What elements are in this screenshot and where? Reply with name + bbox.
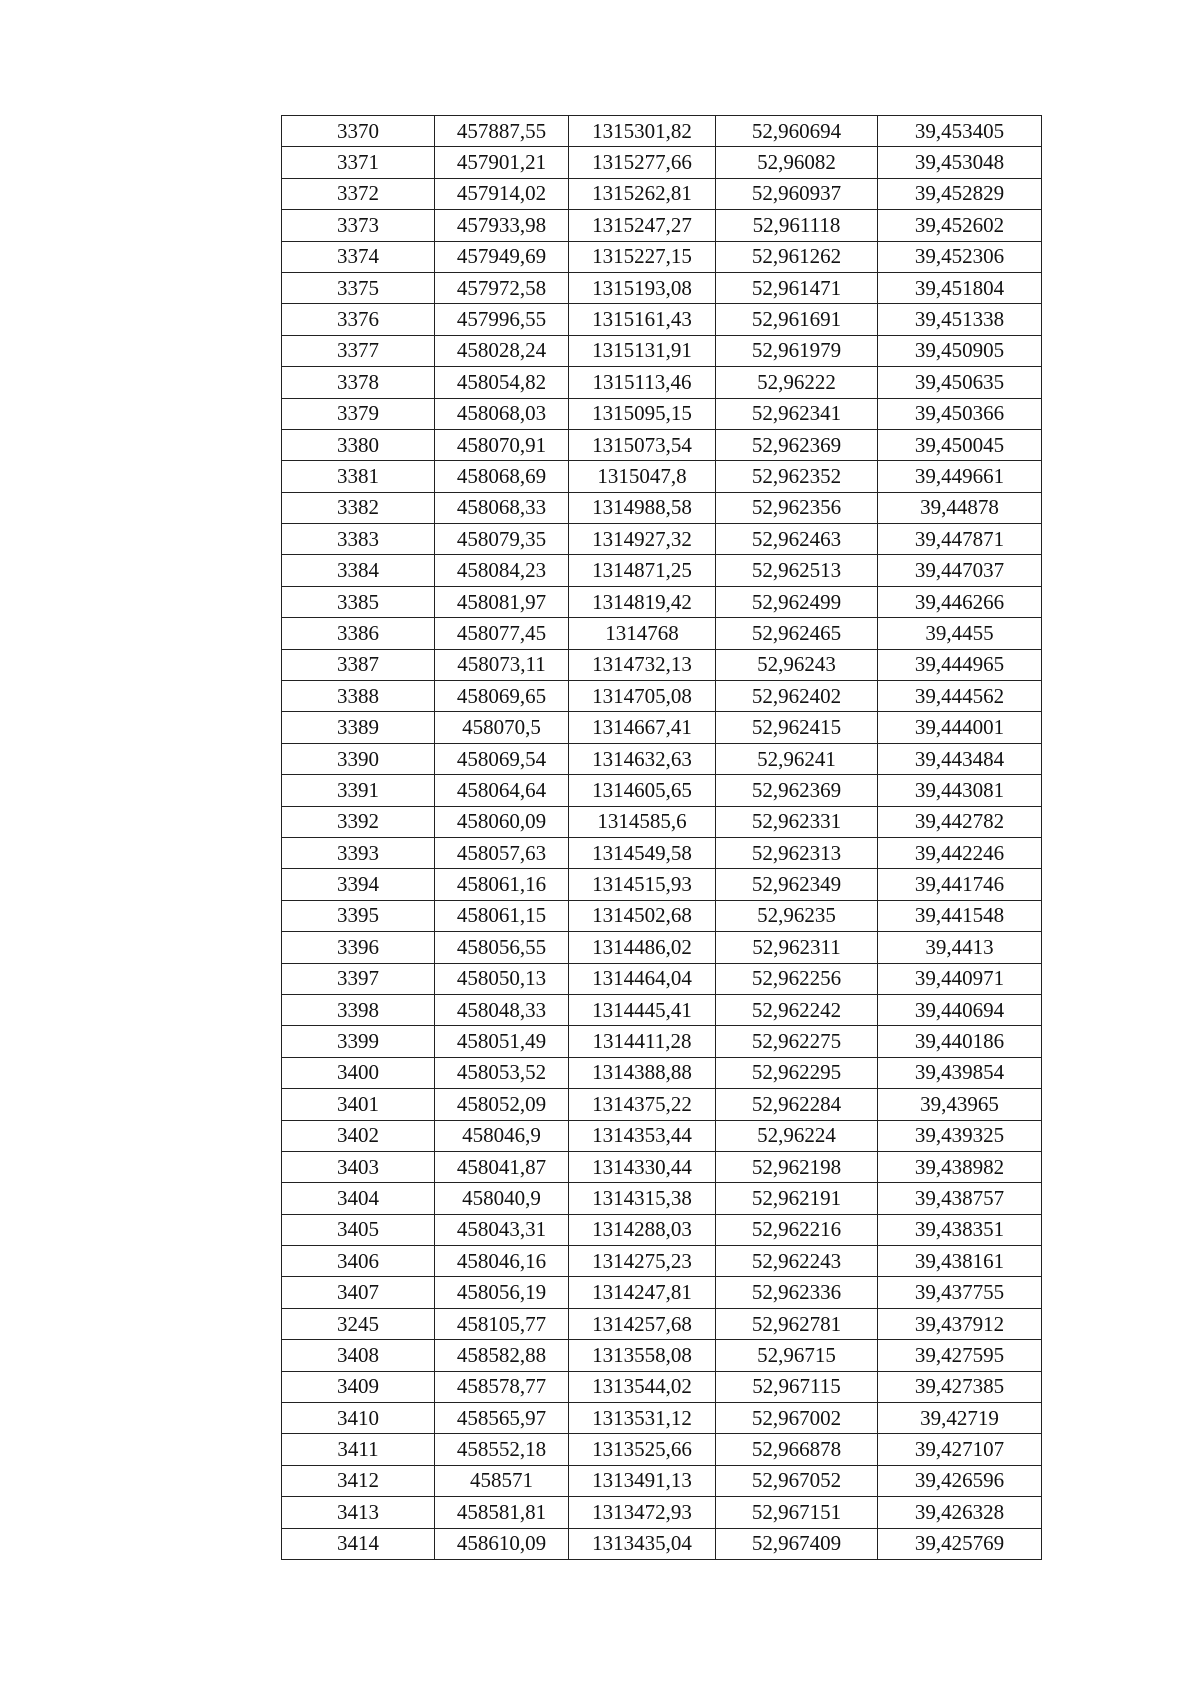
x-coordinate-cell: 458060,09	[435, 806, 569, 837]
x-coordinate-cell: 457933,98	[435, 210, 569, 241]
table-row	[282, 461, 1042, 492]
point-number-cell: 3391	[282, 775, 435, 806]
y-coordinate-cell: 1314515,93	[569, 869, 716, 900]
longitude-cell: 39,438161	[878, 1246, 1042, 1277]
point-number-cell: 3396	[282, 932, 435, 963]
x-coordinate-cell: 458050,13	[435, 963, 569, 994]
table-row	[282, 1246, 1042, 1277]
table-row	[282, 775, 1042, 806]
point-number-cell: 3379	[282, 398, 435, 429]
latitude-cell: 52,961262	[716, 241, 878, 272]
longitude-cell: 39,439325	[878, 1120, 1042, 1151]
point-number-cell: 3380	[282, 429, 435, 460]
longitude-cell: 39,444562	[878, 681, 1042, 712]
x-coordinate-cell: 458064,64	[435, 775, 569, 806]
point-number-cell: 3377	[282, 335, 435, 366]
point-number-cell: 3394	[282, 869, 435, 900]
latitude-cell: 52,962191	[716, 1183, 878, 1214]
longitude-cell: 39,449661	[878, 461, 1042, 492]
y-coordinate-cell: 1313491,13	[569, 1465, 716, 1496]
y-coordinate-cell: 1315161,43	[569, 304, 716, 335]
x-coordinate-cell: 457949,69	[435, 241, 569, 272]
latitude-cell: 52,962349	[716, 869, 878, 900]
latitude-cell: 52,962242	[716, 994, 878, 1025]
table-row	[282, 210, 1042, 241]
table-row	[282, 1277, 1042, 1308]
point-number-cell: 3373	[282, 210, 435, 241]
x-coordinate-cell: 458028,24	[435, 335, 569, 366]
point-number-cell: 3408	[282, 1340, 435, 1371]
y-coordinate-cell: 1313558,08	[569, 1340, 716, 1371]
longitude-cell: 39,43965	[878, 1089, 1042, 1120]
y-coordinate-cell: 1314486,02	[569, 932, 716, 963]
table-row	[282, 429, 1042, 460]
longitude-cell: 39,446266	[878, 586, 1042, 617]
x-coordinate-cell: 458054,82	[435, 367, 569, 398]
table-row	[282, 618, 1042, 649]
table-row	[282, 1214, 1042, 1245]
table-row	[282, 1120, 1042, 1151]
latitude-cell: 52,961691	[716, 304, 878, 335]
table-row	[282, 492, 1042, 523]
point-number-cell: 3405	[282, 1214, 435, 1245]
x-coordinate-cell: 458056,55	[435, 932, 569, 963]
point-number-cell: 3371	[282, 147, 435, 178]
latitude-cell: 52,962275	[716, 1026, 878, 1057]
latitude-cell: 52,962216	[716, 1214, 878, 1245]
longitude-cell: 39,453048	[878, 147, 1042, 178]
table-row	[282, 1465, 1042, 1496]
latitude-cell: 52,967409	[716, 1528, 878, 1559]
latitude-cell: 52,967151	[716, 1497, 878, 1528]
y-coordinate-cell: 1315131,91	[569, 335, 716, 366]
x-coordinate-cell: 458578,77	[435, 1371, 569, 1402]
point-number-cell: 3407	[282, 1277, 435, 1308]
x-coordinate-cell: 458073,11	[435, 649, 569, 680]
longitude-cell: 39,4413	[878, 932, 1042, 963]
x-coordinate-cell: 458046,16	[435, 1246, 569, 1277]
latitude-cell: 52,967115	[716, 1371, 878, 1402]
latitude-cell: 52,962331	[716, 806, 878, 837]
longitude-cell: 39,426596	[878, 1465, 1042, 1496]
longitude-cell: 39,440186	[878, 1026, 1042, 1057]
y-coordinate-cell: 1314732,13	[569, 649, 716, 680]
point-number-cell: 3410	[282, 1403, 435, 1434]
x-coordinate-cell: 458565,97	[435, 1403, 569, 1434]
x-coordinate-cell: 458068,69	[435, 461, 569, 492]
longitude-cell: 39,443081	[878, 775, 1042, 806]
longitude-cell: 39,441746	[878, 869, 1042, 900]
longitude-cell: 39,437755	[878, 1277, 1042, 1308]
x-coordinate-cell: 458081,97	[435, 586, 569, 617]
point-number-cell: 3388	[282, 681, 435, 712]
x-coordinate-cell: 458068,33	[435, 492, 569, 523]
table-row	[282, 1403, 1042, 1434]
table-row	[282, 1528, 1042, 1559]
x-coordinate-cell: 458043,31	[435, 1214, 569, 1245]
x-coordinate-cell: 458571	[435, 1465, 569, 1496]
table-row	[282, 1151, 1042, 1182]
x-coordinate-cell: 458056,19	[435, 1277, 569, 1308]
point-number-cell: 3404	[282, 1183, 435, 1214]
table-row	[282, 524, 1042, 555]
longitude-cell: 39,452602	[878, 210, 1042, 241]
table-row	[282, 116, 1042, 147]
x-coordinate-cell: 458068,03	[435, 398, 569, 429]
table-row	[282, 1057, 1042, 1088]
x-coordinate-cell: 458041,87	[435, 1151, 569, 1182]
table-row	[282, 586, 1042, 617]
longitude-cell: 39,441548	[878, 900, 1042, 931]
point-number-cell: 3372	[282, 178, 435, 209]
table-row	[282, 681, 1042, 712]
longitude-cell: 39,451804	[878, 272, 1042, 303]
longitude-cell: 39,444001	[878, 712, 1042, 743]
longitude-cell: 39,438351	[878, 1214, 1042, 1245]
longitude-cell: 39,452306	[878, 241, 1042, 272]
y-coordinate-cell: 1314632,63	[569, 743, 716, 774]
longitude-cell: 39,438757	[878, 1183, 1042, 1214]
latitude-cell: 52,962513	[716, 555, 878, 586]
x-coordinate-cell: 458069,54	[435, 743, 569, 774]
x-coordinate-cell: 458057,63	[435, 837, 569, 868]
longitude-cell: 39,442246	[878, 837, 1042, 868]
point-number-cell: 3414	[282, 1528, 435, 1559]
x-coordinate-cell: 458061,15	[435, 900, 569, 931]
latitude-cell: 52,96222	[716, 367, 878, 398]
x-coordinate-cell: 458552,18	[435, 1434, 569, 1465]
point-number-cell: 3386	[282, 618, 435, 649]
table-row	[282, 900, 1042, 931]
y-coordinate-cell: 1314819,42	[569, 586, 716, 617]
point-number-cell: 3411	[282, 1434, 435, 1465]
longitude-cell: 39,437912	[878, 1308, 1042, 1339]
latitude-cell: 52,960694	[716, 116, 878, 147]
x-coordinate-cell: 458079,35	[435, 524, 569, 555]
table-row	[282, 398, 1042, 429]
table-row	[282, 837, 1042, 868]
latitude-cell: 52,967052	[716, 1465, 878, 1496]
y-coordinate-cell: 1315095,15	[569, 398, 716, 429]
table-row	[282, 1497, 1042, 1528]
y-coordinate-cell: 1313472,93	[569, 1497, 716, 1528]
table-row	[282, 178, 1042, 209]
x-coordinate-cell: 457914,02	[435, 178, 569, 209]
latitude-cell: 52,962243	[716, 1246, 878, 1277]
table-row	[282, 147, 1042, 178]
y-coordinate-cell: 1315301,82	[569, 116, 716, 147]
table-row	[282, 963, 1042, 994]
longitude-cell: 39,443484	[878, 743, 1042, 774]
point-number-cell: 3409	[282, 1371, 435, 1402]
longitude-cell: 39,42719	[878, 1403, 1042, 1434]
y-coordinate-cell: 1314871,25	[569, 555, 716, 586]
y-coordinate-cell: 1313531,12	[569, 1403, 716, 1434]
point-number-cell: 3370	[282, 116, 435, 147]
point-number-cell: 3413	[282, 1497, 435, 1528]
longitude-cell: 39,440971	[878, 963, 1042, 994]
longitude-cell: 39,450905	[878, 335, 1042, 366]
point-number-cell: 3397	[282, 963, 435, 994]
point-number-cell: 3381	[282, 461, 435, 492]
latitude-cell: 52,96241	[716, 743, 878, 774]
table-row	[282, 1434, 1042, 1465]
table-row	[282, 241, 1042, 272]
latitude-cell: 52,967002	[716, 1403, 878, 1434]
x-coordinate-cell: 458084,23	[435, 555, 569, 586]
point-number-cell: 3378	[282, 367, 435, 398]
table-row	[282, 272, 1042, 303]
x-coordinate-cell: 458582,88	[435, 1340, 569, 1371]
y-coordinate-cell: 1314927,32	[569, 524, 716, 555]
point-number-cell: 3385	[282, 586, 435, 617]
x-coordinate-cell: 458053,52	[435, 1057, 569, 1088]
table-row	[282, 743, 1042, 774]
table-row	[282, 932, 1042, 963]
latitude-cell: 52,962356	[716, 492, 878, 523]
y-coordinate-cell: 1314549,58	[569, 837, 716, 868]
point-number-cell: 3395	[282, 900, 435, 931]
point-number-cell: 3400	[282, 1057, 435, 1088]
y-coordinate-cell: 1314445,41	[569, 994, 716, 1025]
latitude-cell: 52,962781	[716, 1308, 878, 1339]
longitude-cell: 39,442782	[878, 806, 1042, 837]
longitude-cell: 39,453405	[878, 116, 1042, 147]
table-row	[282, 806, 1042, 837]
latitude-cell: 52,962336	[716, 1277, 878, 1308]
longitude-cell: 39,450366	[878, 398, 1042, 429]
point-number-cell: 3412	[282, 1465, 435, 1496]
latitude-cell: 52,962352	[716, 461, 878, 492]
latitude-cell: 52,962465	[716, 618, 878, 649]
longitude-cell: 39,447037	[878, 555, 1042, 586]
x-coordinate-cell: 457972,58	[435, 272, 569, 303]
longitude-cell: 39,438982	[878, 1151, 1042, 1182]
longitude-cell: 39,427595	[878, 1340, 1042, 1371]
table-row	[282, 304, 1042, 335]
point-number-cell: 3390	[282, 743, 435, 774]
latitude-cell: 52,962284	[716, 1089, 878, 1120]
x-coordinate-cell: 458070,91	[435, 429, 569, 460]
x-coordinate-cell: 458052,09	[435, 1089, 569, 1120]
y-coordinate-cell: 1314705,08	[569, 681, 716, 712]
latitude-cell: 52,966878	[716, 1434, 878, 1465]
latitude-cell: 52,961471	[716, 272, 878, 303]
x-coordinate-cell: 458069,65	[435, 681, 569, 712]
y-coordinate-cell: 1314247,81	[569, 1277, 716, 1308]
x-coordinate-cell: 458040,9	[435, 1183, 569, 1214]
longitude-cell: 39,450635	[878, 367, 1042, 398]
point-number-cell: 3383	[282, 524, 435, 555]
point-number-cell: 3406	[282, 1246, 435, 1277]
latitude-cell: 52,962256	[716, 963, 878, 994]
longitude-cell: 39,447871	[878, 524, 1042, 555]
longitude-cell: 39,427107	[878, 1434, 1042, 1465]
latitude-cell: 52,962369	[716, 775, 878, 806]
y-coordinate-cell: 1314411,28	[569, 1026, 716, 1057]
table-row	[282, 994, 1042, 1025]
coordinates-table	[281, 115, 1042, 1560]
latitude-cell: 52,96082	[716, 147, 878, 178]
y-coordinate-cell: 1314275,23	[569, 1246, 716, 1277]
y-coordinate-cell: 1315277,66	[569, 147, 716, 178]
x-coordinate-cell: 458048,33	[435, 994, 569, 1025]
point-number-cell: 3384	[282, 555, 435, 586]
longitude-cell: 39,425769	[878, 1528, 1042, 1559]
point-number-cell: 3393	[282, 837, 435, 868]
longitude-cell: 39,439854	[878, 1057, 1042, 1088]
latitude-cell: 52,962402	[716, 681, 878, 712]
point-number-cell: 3382	[282, 492, 435, 523]
y-coordinate-cell: 1314502,68	[569, 900, 716, 931]
y-coordinate-cell: 1314605,65	[569, 775, 716, 806]
y-coordinate-cell: 1315262,81	[569, 178, 716, 209]
y-coordinate-cell: 1314257,68	[569, 1308, 716, 1339]
table-row	[282, 335, 1042, 366]
y-coordinate-cell: 1314353,44	[569, 1120, 716, 1151]
y-coordinate-cell: 1314464,04	[569, 963, 716, 994]
table-row	[282, 1371, 1042, 1402]
latitude-cell: 52,962369	[716, 429, 878, 460]
longitude-cell: 39,426328	[878, 1497, 1042, 1528]
point-number-cell: 3401	[282, 1089, 435, 1120]
y-coordinate-cell: 1314667,41	[569, 712, 716, 743]
table-row	[282, 1026, 1042, 1057]
table-row	[282, 1183, 1042, 1214]
x-coordinate-cell: 458105,77	[435, 1308, 569, 1339]
y-coordinate-cell: 1314585,6	[569, 806, 716, 837]
table-row	[282, 1308, 1042, 1339]
point-number-cell: 3245	[282, 1308, 435, 1339]
x-coordinate-cell: 458581,81	[435, 1497, 569, 1528]
table-row	[282, 712, 1042, 743]
y-coordinate-cell: 1314330,44	[569, 1151, 716, 1182]
latitude-cell: 52,962198	[716, 1151, 878, 1182]
y-coordinate-cell: 1315227,15	[569, 241, 716, 272]
y-coordinate-cell: 1315113,46	[569, 367, 716, 398]
longitude-cell: 39,450045	[878, 429, 1042, 460]
latitude-cell: 52,962313	[716, 837, 878, 868]
latitude-cell: 52,96235	[716, 900, 878, 931]
y-coordinate-cell: 1314315,38	[569, 1183, 716, 1214]
y-coordinate-cell: 1314388,88	[569, 1057, 716, 1088]
longitude-cell: 39,444965	[878, 649, 1042, 680]
latitude-cell: 52,960937	[716, 178, 878, 209]
y-coordinate-cell: 1315193,08	[569, 272, 716, 303]
y-coordinate-cell: 1314988,58	[569, 492, 716, 523]
latitude-cell: 52,961118	[716, 210, 878, 241]
x-coordinate-cell: 458077,45	[435, 618, 569, 649]
y-coordinate-cell: 1314288,03	[569, 1214, 716, 1245]
latitude-cell: 52,962415	[716, 712, 878, 743]
longitude-cell: 39,427385	[878, 1371, 1042, 1402]
point-number-cell: 3387	[282, 649, 435, 680]
y-coordinate-cell: 1313435,04	[569, 1528, 716, 1559]
point-number-cell: 3374	[282, 241, 435, 272]
longitude-cell: 39,451338	[878, 304, 1042, 335]
x-coordinate-cell: 458051,49	[435, 1026, 569, 1057]
x-coordinate-cell: 457887,55	[435, 116, 569, 147]
table-row	[282, 367, 1042, 398]
table-row	[282, 649, 1042, 680]
point-number-cell: 3402	[282, 1120, 435, 1151]
longitude-cell: 39,452829	[878, 178, 1042, 209]
y-coordinate-cell: 1314768	[569, 618, 716, 649]
table-body	[282, 116, 1042, 1560]
x-coordinate-cell: 458046,9	[435, 1120, 569, 1151]
longitude-cell: 39,440694	[878, 994, 1042, 1025]
x-coordinate-cell: 458610,09	[435, 1528, 569, 1559]
x-coordinate-cell: 457996,55	[435, 304, 569, 335]
y-coordinate-cell: 1314375,22	[569, 1089, 716, 1120]
point-number-cell: 3375	[282, 272, 435, 303]
latitude-cell: 52,962295	[716, 1057, 878, 1088]
longitude-cell: 39,4455	[878, 618, 1042, 649]
table-row	[282, 1340, 1042, 1371]
latitude-cell: 52,962311	[716, 932, 878, 963]
point-number-cell: 3376	[282, 304, 435, 335]
latitude-cell: 52,96243	[716, 649, 878, 680]
table-row	[282, 1089, 1042, 1120]
point-number-cell: 3399	[282, 1026, 435, 1057]
latitude-cell: 52,962499	[716, 586, 878, 617]
point-number-cell: 3398	[282, 994, 435, 1025]
table-row	[282, 555, 1042, 586]
latitude-cell: 52,962463	[716, 524, 878, 555]
point-number-cell: 3403	[282, 1151, 435, 1182]
x-coordinate-cell: 458070,5	[435, 712, 569, 743]
table-row	[282, 869, 1042, 900]
y-coordinate-cell: 1315047,8	[569, 461, 716, 492]
y-coordinate-cell: 1313544,02	[569, 1371, 716, 1402]
point-number-cell: 3389	[282, 712, 435, 743]
latitude-cell: 52,96715	[716, 1340, 878, 1371]
latitude-cell: 52,96224	[716, 1120, 878, 1151]
y-coordinate-cell: 1315073,54	[569, 429, 716, 460]
y-coordinate-cell: 1315247,27	[569, 210, 716, 241]
longitude-cell: 39,44878	[878, 492, 1042, 523]
latitude-cell: 52,962341	[716, 398, 878, 429]
point-number-cell: 3392	[282, 806, 435, 837]
y-coordinate-cell: 1313525,66	[569, 1434, 716, 1465]
latitude-cell: 52,961979	[716, 335, 878, 366]
x-coordinate-cell: 458061,16	[435, 869, 569, 900]
x-coordinate-cell: 457901,21	[435, 147, 569, 178]
